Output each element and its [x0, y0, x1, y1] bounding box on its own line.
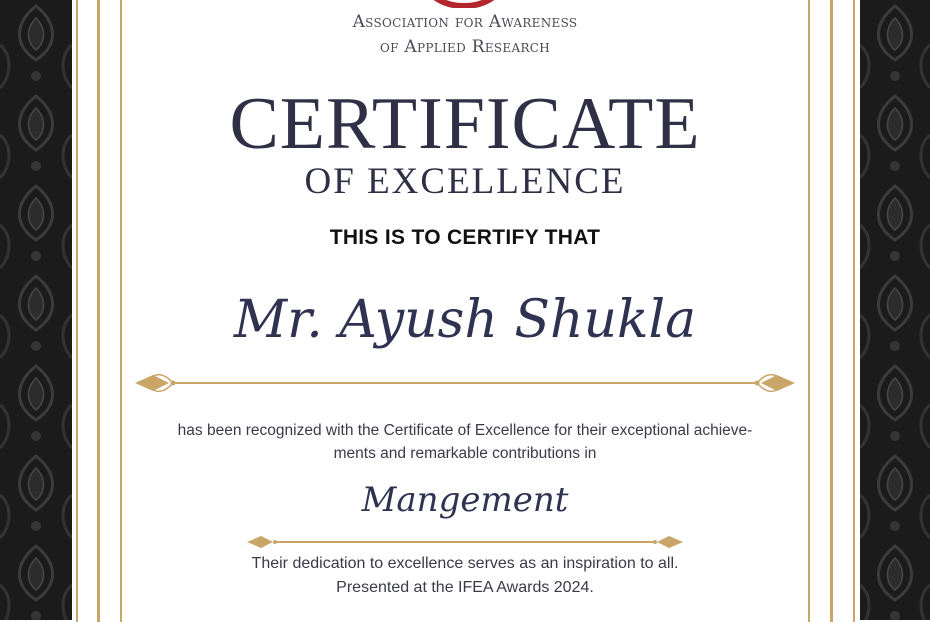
closing-line2: Presented at the IFEA Awards 2024.	[336, 579, 594, 596]
organization-name-line2: of Applied Research	[379, 37, 551, 57]
achievement-field: Mangement	[361, 480, 569, 520]
organization-name-line1: Association for Awareness	[352, 12, 578, 32]
ornamental-divider-small	[245, 530, 685, 554]
ornamental-divider	[133, 368, 797, 398]
recipient-name: Mr. Ayush Shukla	[233, 290, 697, 350]
closing-line1: Their dedication to excellence serves as an inspiration to all.	[251, 555, 679, 572]
recognition-text-line2: ments and remarkable contributions in	[333, 445, 597, 462]
certificate-subtitle: OF EXCELLENCE	[304, 161, 626, 202]
certificate-title: CERTIFICATE	[229, 83, 701, 165]
organization-logo	[414, 0, 514, 8]
recognition-text-line1: has been recognized with the Certificate of Excellence for their exceptional achieve-	[177, 422, 753, 439]
certify-statement: THIS IS TO CERTIFY THAT	[329, 226, 601, 249]
